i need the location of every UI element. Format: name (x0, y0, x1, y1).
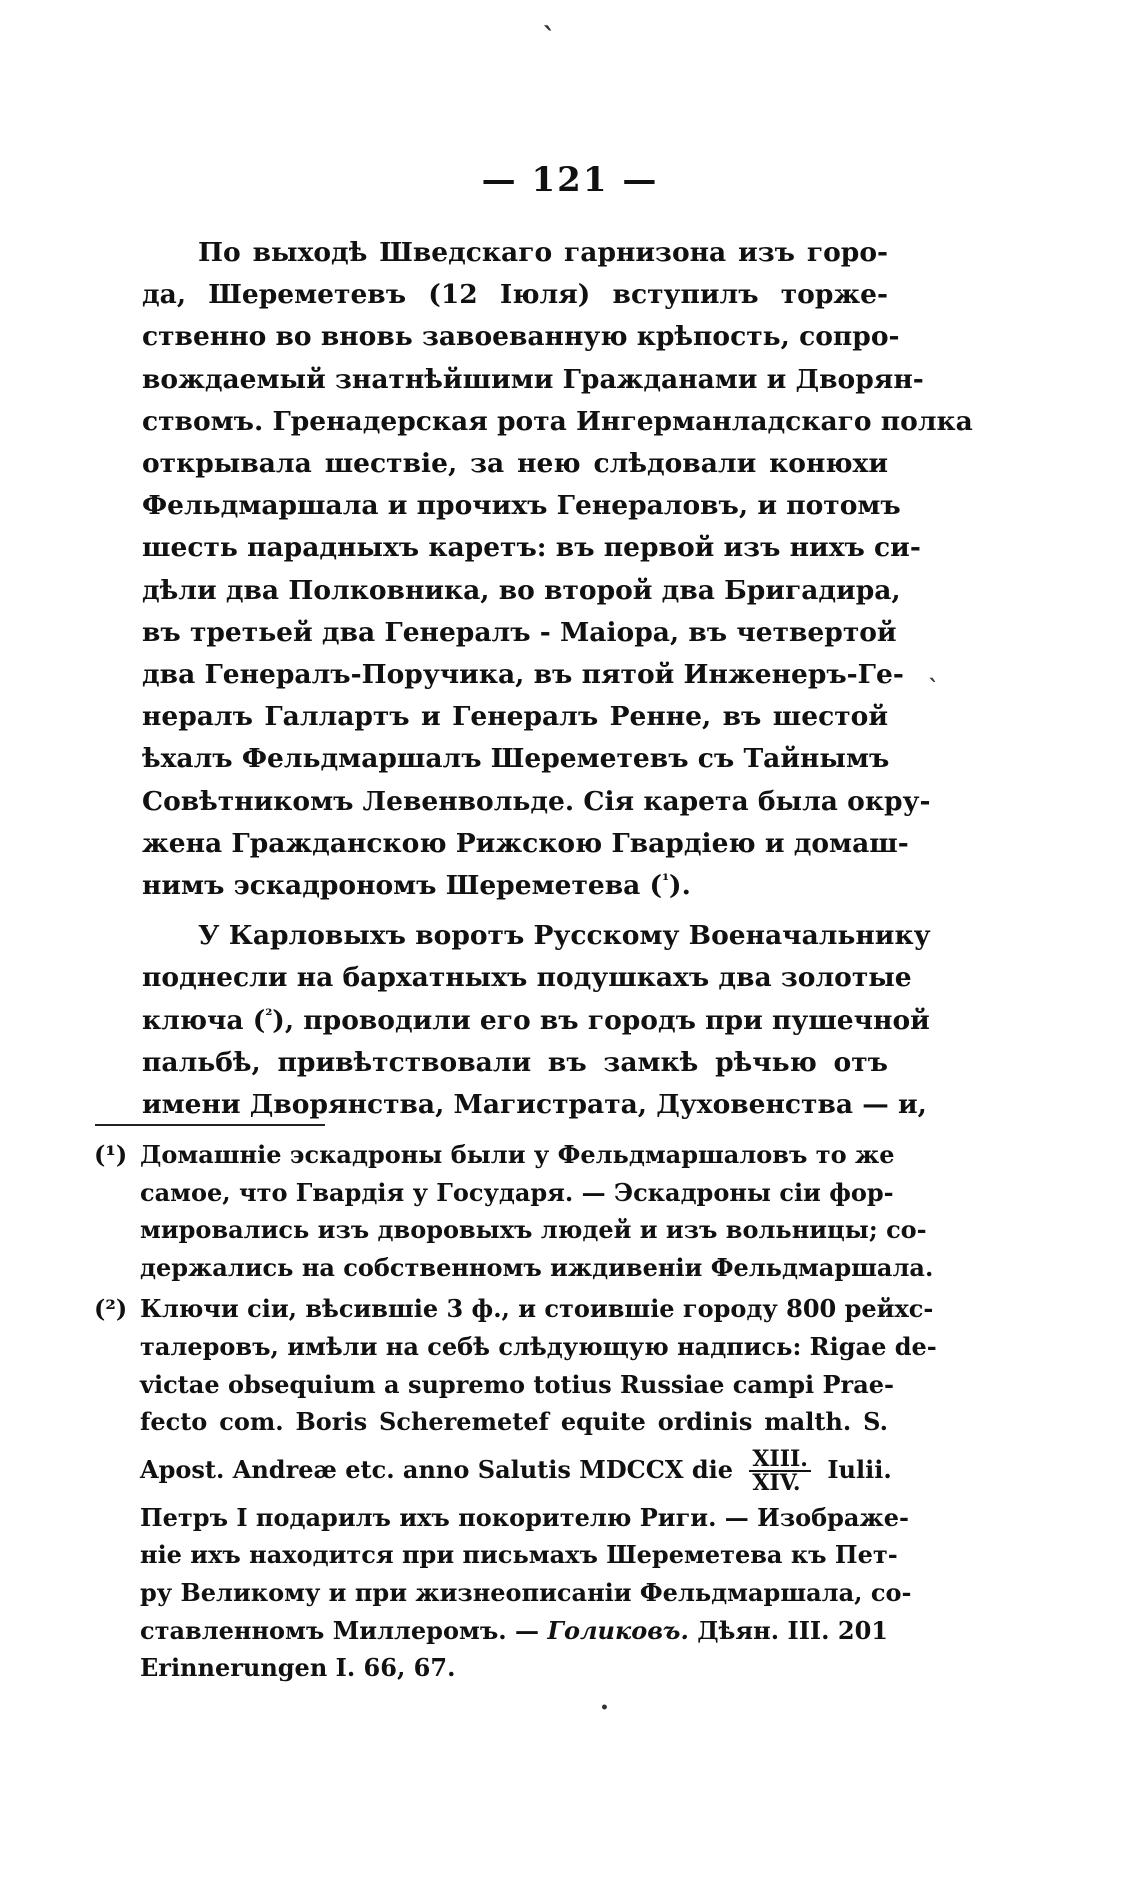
text-fragment: Apost. Andreæ etc. anno Salutis MDCCX die (140, 1454, 733, 1484)
text-line: поднесли на бархатныхъ подушкахъ два золотые (142, 962, 912, 994)
footnote-marker: (¹) (94, 1140, 128, 1169)
footnote-line: Домашніе эскадроны были у Фельдмаршаловъ то же (140, 1140, 895, 1169)
footnote-2 (94, 1290, 937, 1686)
date-fraction (749, 1446, 811, 1497)
main-text (142, 232, 973, 1126)
text-line: ственно во вновь завоеванную крѣпость, сопро- (142, 321, 900, 353)
footnote-line (140, 1441, 892, 1499)
footnote-marker: (²) (94, 1294, 128, 1324)
page-number: — 121 — (481, 160, 659, 200)
text-line: пальбѣ, привѣтствовали въ замкѣ рѣчью отъ (142, 1046, 888, 1078)
footnote-line: мировались изъ дворовыхъ людей и изъ вольницы; со- (140, 1215, 927, 1245)
text-line: дѣли два Полковника, во второй два Бригадира, (142, 574, 901, 606)
citation-author: Голиковъ. (547, 1615, 689, 1645)
paragraph-1 (142, 232, 973, 907)
footnote-1 (94, 1136, 934, 1286)
fraction-denominator: XIV. (752, 1470, 801, 1497)
stray-mark: ˋ (542, 22, 556, 55)
footnote-line: держались на собственномъ иждивеніи Фельдмаршала. (140, 1252, 934, 1282)
fraction-numerator: XIII. (749, 1448, 811, 1472)
text-line (142, 865, 888, 907)
text-line: ствомъ. Гренадерская рота Ингерманладскаго полка (142, 405, 973, 437)
footnote-line: fecto com. Boris Scheremetef equite ordinis malth. S. (140, 1407, 888, 1437)
text-line: У Карловыхъ воротъ Русскому Военачальнику (198, 920, 931, 952)
text-line: шесть парадныхъ каретъ: въ первой изъ нихъ си- (142, 532, 921, 564)
text-line: нералъ Галлартъ и Генералъ Ренне, въ шестой (142, 701, 888, 733)
footnote-line: Ключи сіи, вѣсившіе 3 ф., и стоившіе городу 800 рейхс- (140, 1294, 934, 1324)
footnote-line: Петръ I подарилъ ихъ покорителю Риги. — Изображе- (140, 1502, 909, 1532)
footnote-line (140, 1612, 888, 1650)
text-line: вождаемый знатнѣйшими Гражданами и Дворян- (142, 363, 924, 395)
text-line: да, Шереметевъ (12 Іюля) вступилъ торже- (142, 279, 888, 311)
text-fragment: ), проводили его въ городъ при пушечной (272, 1004, 930, 1036)
footnote-line: ніе ихъ находится при письмахъ Шереметева къ Пет- (140, 1540, 898, 1570)
footnote-line: самое, что Гвардія у Государя. — Эскадроны сіи фор- (140, 1177, 894, 1207)
text-fragment: ключа ( (142, 1004, 266, 1036)
text-line: два Генералъ-Поручика, въ пятой Инженеръ-Ге- (142, 659, 904, 691)
footnote-line: ру Великому и при жизнеописаніи Фельдмаршала, со- (140, 1577, 912, 1607)
text-line: въ третьей два Генералъ - Маіора, въ четвертой (142, 616, 897, 648)
footnote-line: victae obsequium a supremo totius Russiae campi Prae- (140, 1369, 894, 1399)
text-line: ѣхалъ Фельдмаршалъ Шереметевъ съ Тайнымъ (142, 743, 890, 775)
text-line: По выходѣ Шведскаго гарнизона изъ горо- (198, 237, 888, 268)
stray-mark: ˋ (928, 676, 939, 702)
text-line: Совѣтникомъ Левенвольде. Сія карета была окру- (142, 785, 931, 817)
footnote-ref-2[interactable]: ² (265, 1004, 273, 1024)
stray-dot: • (600, 1700, 609, 1716)
text-fragment: нимъ эскадрономъ Шереметева ( (142, 870, 663, 902)
text-line (142, 1000, 930, 1042)
text-line: имени Дворянства, Магистрата, Духовенства — и, (142, 1089, 927, 1121)
footnotes (94, 1136, 937, 1687)
text-fragment: Iulii. (827, 1454, 892, 1484)
footnote-rule (95, 1124, 325, 1126)
text-line: жена Гражданскою Рижскою Гвардіею и домаш- (142, 827, 909, 859)
footnote-line: талеровъ, имѣли на себѣ слѣдующую надпись: Rigae de- (140, 1331, 937, 1361)
footnote-line: Erinnerungen I. 66, 67. (140, 1653, 456, 1683)
text-fragment: Дѣян. III. 201 (697, 1615, 889, 1645)
text-fragment: ставленномъ Миллеромъ. — (140, 1615, 539, 1645)
text-fragment: ). (669, 870, 691, 902)
text-line: Фельдмаршала и прочихъ Генераловъ, и потомъ (142, 490, 901, 522)
footnote-ref-1[interactable]: ¹ (662, 870, 670, 890)
paragraph-2 (142, 915, 931, 1126)
text-line: открывала шествіе, за нею слѣдовали конюхи (142, 448, 888, 480)
